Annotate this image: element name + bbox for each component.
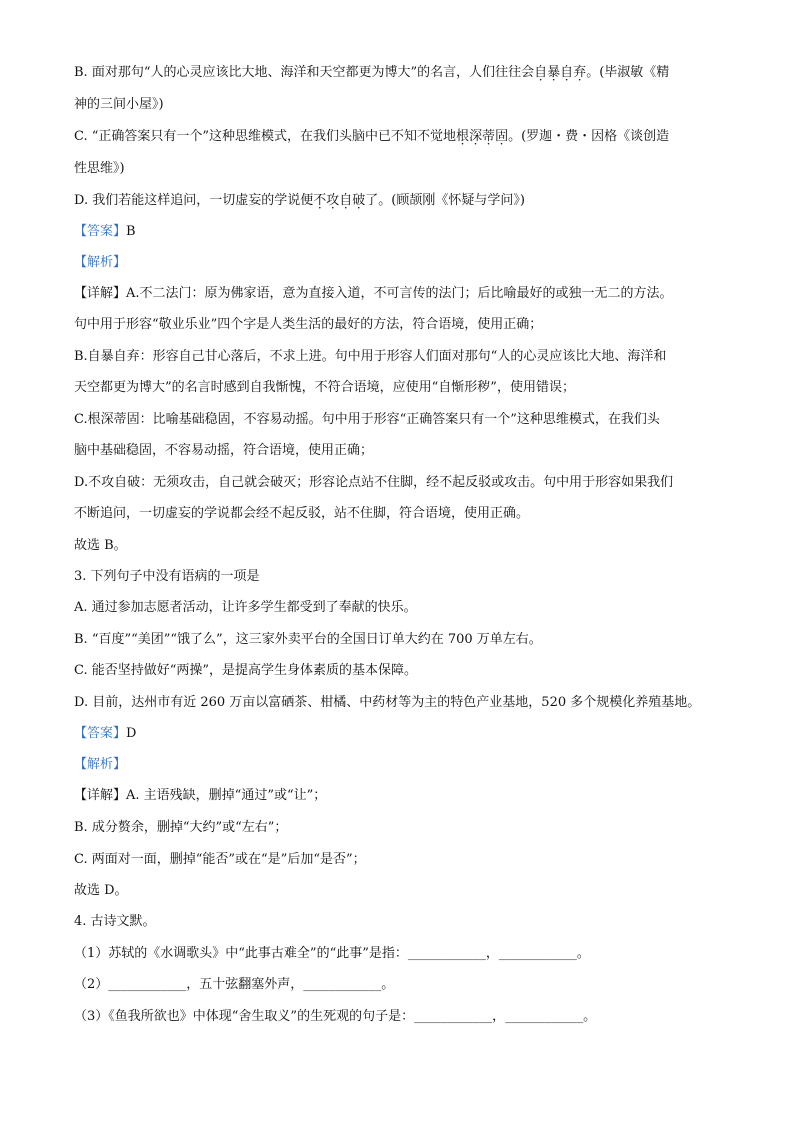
- q2-option-c-cont: 性思维》): [74, 161, 125, 176]
- detail-label: 【详解】: [74, 788, 127, 803]
- emphasis-char: 暴: [547, 65, 561, 80]
- q2-detail-line: B.自暴自弃：形容自己甘心落后，不求上进。句中用于形容人们面对那句“人的心灵应该比大地、海洋和: [74, 349, 667, 364]
- q3-detail-line: C. 两面对一面，删掉“能否”或在“是”后加“是否”；: [74, 852, 366, 867]
- emphasis-char: 自: [534, 65, 548, 80]
- detail-label: 【详解】: [74, 286, 127, 301]
- q3-option: B. “百度”“美团”“饿了么”，这三家外卖平台的全国日订单大约在 700 万单左右。: [74, 632, 542, 647]
- q2-detail-line: 【详解】A.不二法门：原为佛家语，意为直接入道，不可言传的法门；后比喻最好的或独一无二的方法。: [74, 286, 673, 301]
- emphasis-char: 根: [456, 129, 470, 144]
- answer-label: 【答案】: [74, 224, 127, 239]
- emphasis-char: 弃: [573, 65, 587, 80]
- q2-detail-line: 句中用于形容“敬业乐业”四个字是人类生活的最好的方法，符合语境，使用正确；: [74, 317, 543, 332]
- emphasis-char: 自: [560, 65, 574, 80]
- q2-detail-line: D.不攻自破：无须攻击，自己就会破灭；形容论点站不住脚，经不起反驳或攻击。句中用于形容如果我们: [74, 475, 674, 490]
- q2-answer: [74, 222, 724, 242]
- document-page: [74, 60, 724, 1024]
- q2-option-b: B. 面对那句“人的心灵应该比大地、海洋和天空都更为博大”的名言，人们往往会自暴自弃。(毕淑敏《精: [74, 65, 670, 80]
- q2-detail-line: 天空都更为博大”的名言时感到自我惭愧，不符合语境，应使用“自惭形秽”，使用错误；: [74, 380, 575, 395]
- answer-label: 【答案】: [74, 726, 127, 741]
- emphasis-char: 固: [495, 129, 509, 144]
- q2-analysis-label: 【解析】: [74, 255, 127, 270]
- emphasis-char: 蒂: [482, 129, 496, 144]
- q3-stem: 3. 下列句子中没有语病的一项是: [74, 569, 260, 584]
- q2-detail-line: C.根深蒂固：比喻基础稳固，不容易动摇。句中用于形容“正确答案只有一个”这种思维模式，在我们头: [74, 412, 660, 427]
- emphasis-char: 破: [352, 193, 366, 208]
- q3-conclusion: 故选 D。: [74, 883, 128, 898]
- q2-conclusion: 故选 B。: [74, 538, 127, 553]
- q4-item: （2）____________，五十弦翻塞外声，____________。: [74, 977, 395, 992]
- emphasis-char: 攻: [326, 193, 340, 208]
- q3-option: C. 能否坚持做好“两操”，是提高学生身体素质的基本保障。: [74, 663, 418, 678]
- q2-detail-line: 脑中基础稳固，不容易动摇，符合语境，使用正确；: [74, 443, 374, 458]
- q3-analysis-label: 【解析】: [74, 757, 127, 772]
- q3-option: A. 通过参加志愿者活动，让许多学生都受到了奉献的快乐。: [74, 600, 417, 615]
- q3-detail-line: B. 成分赘余，删掉“大约”或“左右”；: [74, 820, 288, 835]
- q4-stem: 4. 古诗文默。: [74, 914, 156, 929]
- emphasis-char: 不: [313, 193, 327, 208]
- q2-option-b-cont: 神的三间小屋》): [74, 97, 164, 112]
- emphasis-char: 自: [339, 193, 353, 208]
- emphasis-char: 深: [469, 129, 483, 144]
- answer-value: D: [126, 726, 137, 741]
- q4-item: （1）苏轼的《水调歌头》中“此事古难全”的“此事”是指：____________，____________。: [74, 946, 590, 961]
- q2-detail-line: 不断追问，一切虚妄的学说都会经不起反驳，站不住脚，符合语境，使用正确。: [74, 506, 530, 521]
- q4-item: （3）《鱼我所欲也》中体现“舍生取义”的生死观的句子是：____________，____________。: [74, 1009, 597, 1024]
- q3-option: D. 目前，达州市有近 260 万亩以富硒茶、柑橘、中药材等为主的特色产业基地，520 多个规模化养殖基地。: [74, 695, 701, 710]
- q3-answer: [74, 724, 724, 744]
- q2-option-d: D. 我们若能这样追问，一切虚妄的学说便不攻自破了。(顾颉刚《怀疑与学问》): [74, 193, 525, 208]
- q3-detail-line: 【详解】A. 主语残缺，删掉“通过”或“让”；: [74, 788, 327, 803]
- answer-value: B: [126, 224, 136, 239]
- q2-option-c: C. “正确答案只有一个”这种思维模式，在我们头脑中已不知不觉地根深蒂固。(罗迦・费・因格《谈创造: [74, 129, 670, 144]
